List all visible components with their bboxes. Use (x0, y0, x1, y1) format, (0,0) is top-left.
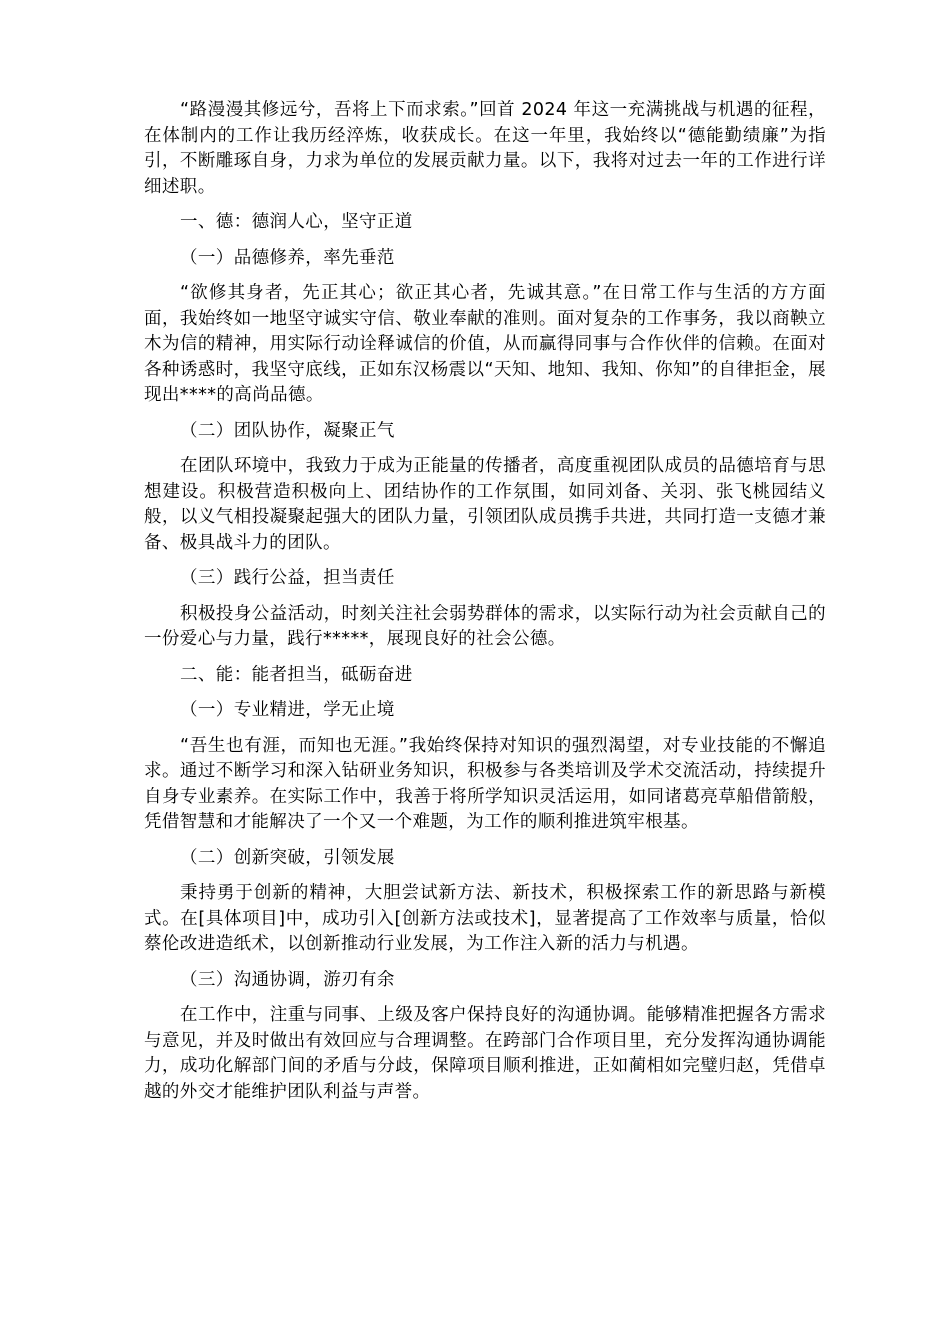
paragraph-public-welfare: 积极投身公益活动，时刻关注社会弱势群体的需求，以实际行动为社会贡献自己的一份爱心与力量，践行*****，展现良好的社会公德。 (144, 603, 826, 649)
section-heading-virtue: 一、德：德润人心，坚守正道 (180, 212, 413, 232)
subheading-professional-growth: （一）专业精进，学无止境 (180, 700, 395, 720)
subheading-communication: （三）沟通协调，游刃有余 (180, 969, 395, 990)
section-heading-ability: 二、能：能者担当，砥砺奋进 (180, 664, 413, 685)
paragraph-moral-cultivation: “欲修其身者，先正其心；欲正其心者，先诚其意。”在日常工作与生活的方方面面，我始终如一地坚守诚实守信、敬业奉献的准则。面对复杂的工作事务，我以商鞅立木为信的精神，用实际行动诠释诚信的价值，从而赢得同事与合作伙伴的信赖。在面对各种诱惑时，我坚守底线，正如东汉杨震以“天知、地知、我知、你知”的自律拒金，展现出****的高尚品德。 (144, 283, 826, 405)
subheading-public-welfare: （三）践行公益，担当责任 (180, 568, 395, 588)
intro-paragraph: “路漫漫其修远兮，吾将上下而求索。”回首 2024 年这一充满挑战与机遇的征程，在体制内的工作让我历经淬炼，收获成长。在这一年里，我始终以“德能勤绩廉”为指引，不断雕琢自身，力求为单位的发展贡献力量。以下，我将对过去一年的工作进行详细述职。 (144, 100, 826, 197)
subheading-team-collaboration: （二）团队协作，凝聚正气 (180, 420, 395, 441)
subheading-innovation: （二）创新突破，引领发展 (180, 847, 395, 868)
paragraph-innovation: 秉持勇于创新的精神，大胆尝试新方法、新技术，积极探索工作的新思路与新模式。在[具体项目]中，成功引入[创新方法或技术]，显著提高了工作效率与质量，恰似蔡伦改进造纸术，以创新推动行业发展，为工作注入新的活力与机遇。 (144, 883, 826, 954)
subheading-moral-cultivation: （一）品德修养，率先垂范 (180, 247, 395, 268)
document-page (144, 98, 826, 1115)
paragraph-communication: 在工作中，注重与同事、上级及客户保持良好的沟通协调。能够精准把握各方需求与意见，并及时做出有效回应与合理调整。在跨部门合作项目里，充分发挥沟通协调能力，成功化解部门间的矛盾与分歧，保障项目顺利推进，正如蔺相如完璧归赵，凭借卓越的外交才能维护团队利益与声誉。 (144, 1005, 826, 1102)
paragraph-team-collaboration: 在团队环境中，我致力于成为正能量的传播者，高度重视团队成员的品德培育与思想建设。积极营造积极向上、团结协作的工作氛围，如同刘备、关羽、张飞桃园结义般，以义气相投凝聚起强大的团队力量，引领团队成员携手共进，共同打造一支德才兼备、极具战斗力的团队。 (144, 456, 826, 553)
paragraph-professional-growth: “吾生也有涯，而知也无涯。”我始终保持对知识的强烈渴望，对专业技能的不懈追求。通过不断学习和深入钻研业务知识，积极参与各类培训及学术交流活动，持续提升自身专业素养。在实际工作中，我善于将所学知识灵活运用，如同诸葛亮草船借箭般，凭借智慧和才能解决了一个又一个难题，为工作的顺利推进筑牢根基。 (144, 735, 826, 832)
